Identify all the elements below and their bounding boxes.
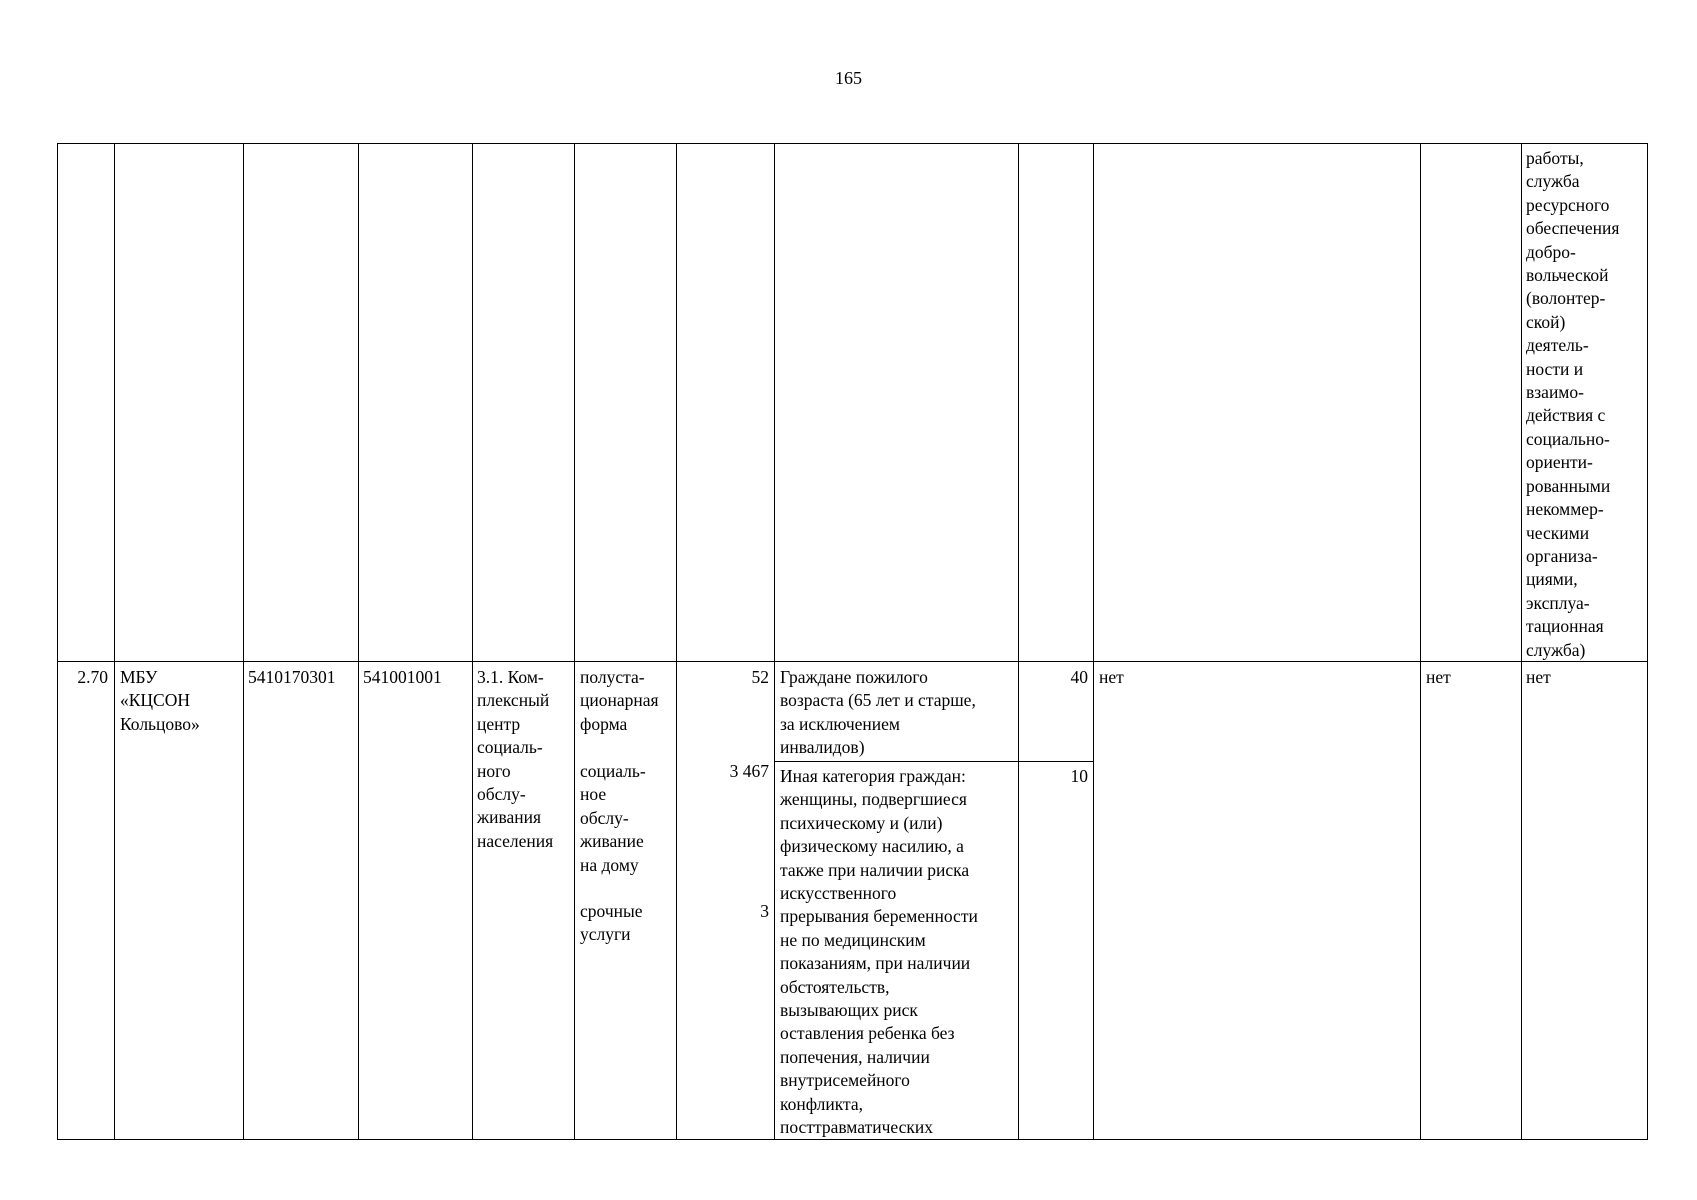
data-table (57, 143, 1648, 1140)
page-number: 165 (835, 68, 862, 88)
kpp-value: 541001001 (363, 667, 442, 687)
category-other: Иная категория граждан: женщины, подвергшиеся психическому и (или) физическому насилию, а также при наличии риска искусственного прерывания беременности не по медицинским показаниям, при наличии обстоятельств, вызывающих риск оставления ребенка без попечения, наличии внутрисемейного конфликта, посттравматических (780, 766, 978, 1138)
service-form-semistationary: полуста- ционарная форма (580, 667, 659, 734)
column-divider (358, 144, 359, 1139)
percent-other: 10 (1070, 766, 1088, 786)
column-divider (243, 144, 244, 1139)
column-11-value: нет (1426, 667, 1451, 687)
service-form-urgent: срочные услуги (580, 901, 643, 945)
column-divider (1093, 144, 1094, 1139)
row-divider (58, 661, 1647, 662)
column-divider (774, 144, 775, 1139)
column-divider (1420, 144, 1421, 1139)
organization-name: МБУ «КЦСОН Кольцово» (120, 667, 200, 734)
continuation-text: работы, служба ресурсного обеспечения добро- вольческой (волонтер- ской) деятель- ности и взаимо- действия с социально- ориенти- рованными некоммер- ческими организа- циями, эксплуа- тационная служба) (1526, 148, 1620, 660)
column-divider (676, 144, 677, 1139)
row-number: 2.70 (77, 667, 108, 687)
column-divider (114, 144, 115, 1139)
column-divider (472, 144, 473, 1139)
column-10-value: нет (1099, 667, 1124, 687)
column-12-value: нет (1526, 667, 1551, 687)
column-divider (1521, 144, 1522, 1139)
category-elderly: Граждане пожилого возраста (65 лет и старше, за исключением инвалидов) (780, 667, 976, 758)
count-urgent: 3 (760, 901, 769, 921)
subrow-divider (774, 761, 1093, 762)
percent-elderly: 40 (1070, 667, 1088, 687)
column-divider (1018, 144, 1019, 1139)
count-home: 3 467 (729, 761, 769, 781)
count-semistationary: 52 (751, 667, 769, 687)
column-divider (574, 144, 575, 1139)
inn-value: 5410170301 (248, 667, 336, 687)
organization-type: 3.1. Ком- плексный центр социаль- ного обслу- живания населения (477, 667, 554, 851)
service-form-home: социаль- ное обслу- живание на дому (580, 761, 646, 875)
